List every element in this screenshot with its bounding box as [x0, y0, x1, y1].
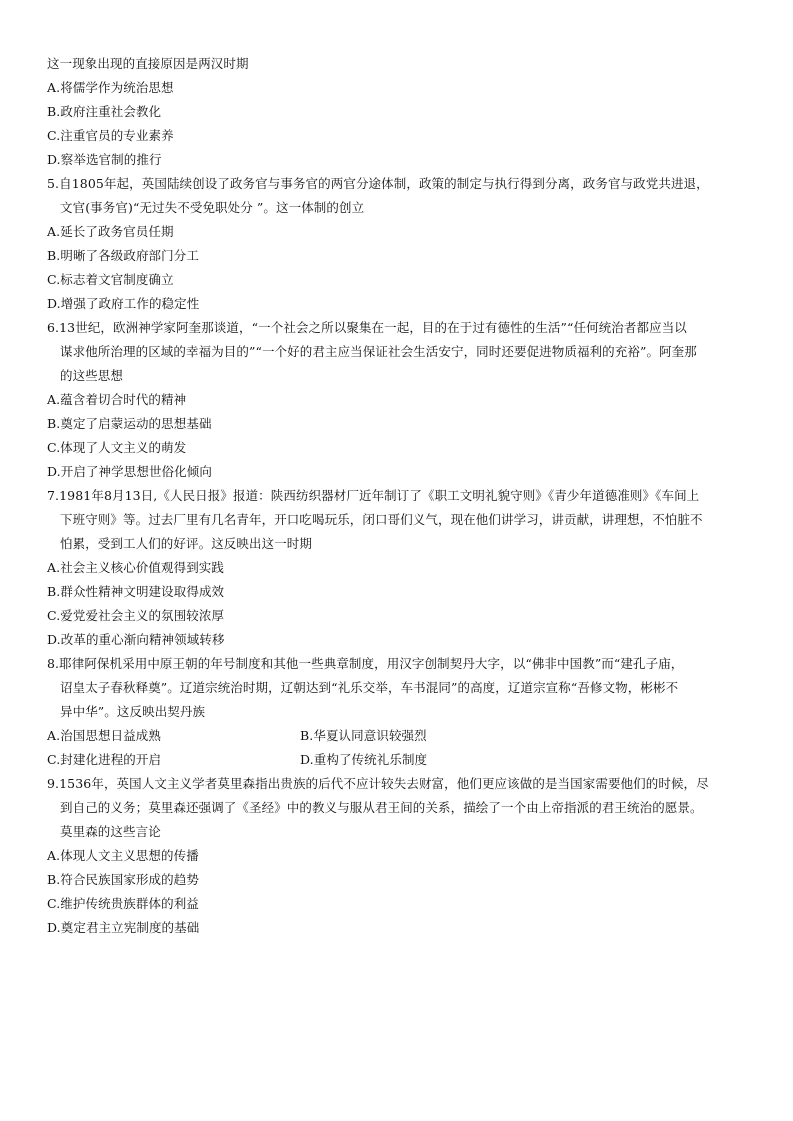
question-6-option-b: B.奠定了启蒙运动的思想基础 [47, 416, 212, 431]
question-4-stem-tail: 这一现象出现的直接原因是两汉时期 [47, 56, 249, 71]
question-8-stem-line-2: 诏皇太子春秋释奠”。辽道宗统治时期，辽朝达到“礼乐交举，车书混同”的高度，辽道宗宣称“吾修文物，彬彬不 [60, 680, 679, 695]
question-7 [47, 484, 753, 652]
question-6 [47, 316, 753, 484]
question-6-stem-line-3: 的这些思想 [60, 368, 124, 383]
exam-page [47, 52, 753, 940]
question-7-option-a: A.社会主义核心价值观得到实践 [47, 560, 225, 575]
question-9-option-b: B.符合民族国家形成的趋势 [47, 872, 199, 887]
question-6-option-d: D.开启了神学思想世俗化倾向 [47, 464, 212, 479]
question-4-option-b: B.政府注重社会教化 [47, 104, 162, 119]
question-9-stem-line-1: 9.1536年，英国人文主义学者莫里森指出贵族的后代不应计较失去财富，他们更应该做的是当国家需要他们的时候，尽 [47, 776, 709, 791]
question-4-option-a: A.将儒学作为统治思想 [47, 80, 174, 95]
question-5-option-a: A.延长了政务官员任期 [47, 224, 174, 239]
question-4-option-c: C.注重官员的专业素养 [47, 128, 174, 143]
question-8 [47, 652, 753, 772]
question-8-stem-line-1: 8.耶律阿保机采用中原王朝的年号制度和其他一些典章制度，用汉字创制契丹大字，以“佛非中国教”而“建孔子庙， [47, 656, 684, 671]
question-6-stem-line-2: 谋求他所治理的区域的幸福为目的”“一个好的君主应当保证社会生活安宁，同时还要促进物质福利的充裕”。阿奎那 [60, 344, 697, 359]
question-5-stem-line-2: 文官(事务官)“无过失不受免职处分 ”。这一体制的创立 [60, 200, 365, 215]
question-8-option-b: B.华夏认同意识较强烈 [300, 728, 427, 743]
question-6-option-a: A.蕴含着切合时代的精神 [47, 392, 187, 407]
question-7-option-d: D.改革的重心渐向精神领域转移 [47, 632, 225, 647]
question-6-stem-line-1: 6.13世纪，欧洲神学家阿奎那谈道，“一个社会之所以聚集在一起，目的在于过有德性的生活”“任何统治者都应当以 [47, 320, 687, 335]
question-6-option-c: C.体现了人文主义的萌发 [47, 440, 187, 455]
question-9-option-d: D.奠定君主立宪制度的基础 [47, 920, 200, 935]
question-8-stem-line-3: 异中华”。这反映出契丹族 [60, 704, 206, 719]
question-8-option-d: D.重构了传统礼乐制度 [300, 752, 428, 767]
question-7-option-c: C.爱党爱社会主义的氛围较浓厚 [47, 608, 225, 623]
question-9-option-c: C.维护传统贵族群体的利益 [47, 896, 199, 911]
question-5-option-b: B.明晰了各级政府部门分工 [47, 248, 199, 263]
question-7-stem-line-3: 怕累，受到工人们的好评。这反映出这一时期 [60, 536, 313, 551]
question-9-option-a: A.体现人文主义思想的传播 [47, 848, 199, 863]
question-8-option-c: C.封建化进程的开启 [47, 752, 162, 767]
question-5-option-c: C.标志着文官制度确立 [47, 272, 174, 287]
question-9-stem-line-3: 莫里森的这些言论 [60, 824, 161, 839]
question-9 [47, 772, 753, 940]
question-5-stem-line-1: 5.自1805年起，英国陆续创设了政务官与事务官的两官分途体制，政策的制定与执行得到分离，政务官与政党共进退， [47, 176, 709, 191]
question-8-options-row-2 [47, 748, 753, 772]
question-9-stem-line-2: 到自己的义务；莫里森还强调了《圣经》中的教义与服从君王间的关系，描绘了一个由上帝指派的君王统治的愿景。 [60, 800, 703, 815]
question-4-option-d: D.察举选官制的推行 [47, 152, 162, 167]
question-7-stem-line-1: 7.1981年8月13日,《人民日报》报道：陕西纺织器材厂近年制订了《职工文明礼貌守则》《青少年道德准则》《车间上 [47, 488, 700, 503]
question-4 [47, 52, 753, 172]
question-5-option-d: D.增强了政府工作的稳定性 [47, 296, 200, 311]
question-7-option-b: B.群众性精神文明建设取得成效 [47, 584, 225, 599]
question-8-options-row-1 [47, 724, 753, 748]
question-5 [47, 172, 753, 316]
question-8-option-a: A.治国思想日益成熟 [47, 728, 162, 743]
question-7-stem-line-2: 下班守则》等。过去厂里有几名青年，开口吃喝玩乐，闭口哥们义气，现在他们讲学习，讲贡献，讲理想，不怕脏不 [60, 512, 703, 527]
